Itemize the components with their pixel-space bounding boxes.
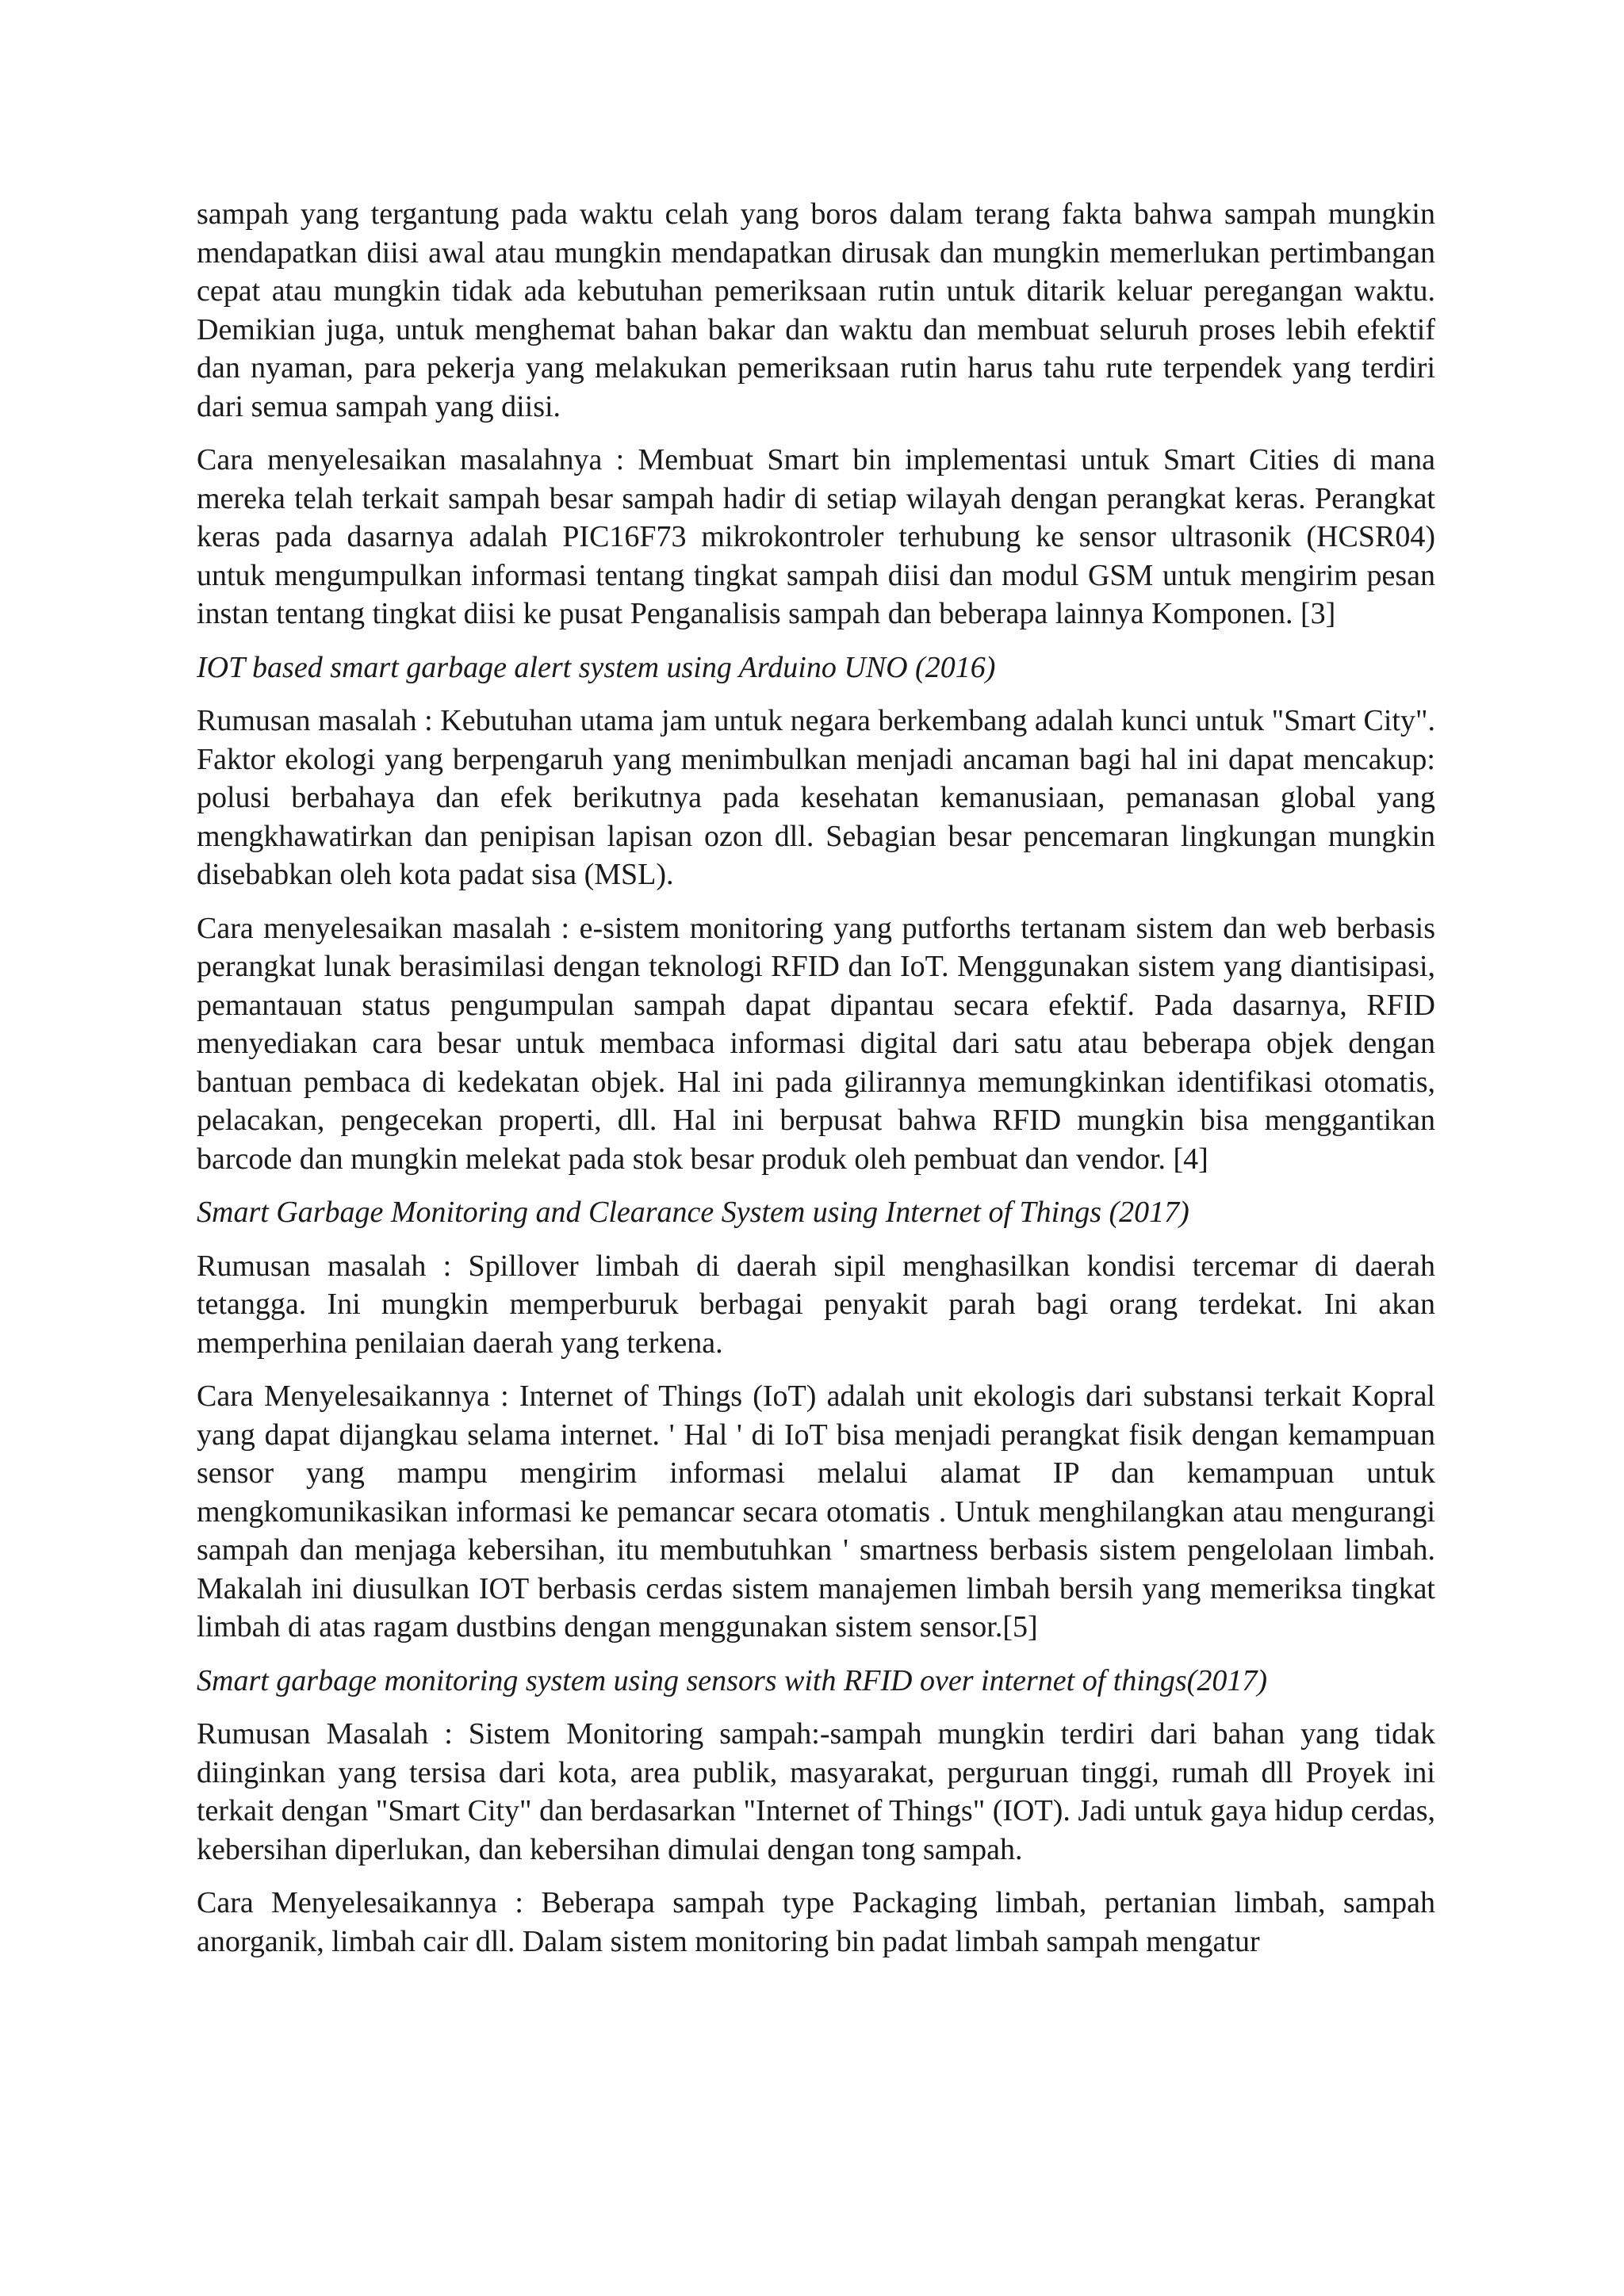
section-heading-sensors-rfid: Smart garbage monitoring system using sensors with RFID over internet of things(2017): [197, 1663, 1267, 1697]
document-body: [197, 195, 1435, 1976]
paragraph-problem-spillover: Rumusan masalah : Spillover limbah di daerah sipil menghasilkan kondisi tercemar di daerah tetangga. Ini mungkin memperburuk berbagai penyakit parah bagi orang terdekat. Ini akan memperhina penilaian daerah yang terkena.: [197, 1249, 1435, 1360]
paragraph-rfid-solution: Cara menyelesaikan masalah : e-sistem monitoring yang putforths tertanam sistem dan web berbasis perangkat lunak berasimilasi dengan teknologi RFID dan IoT. Menggunakan sistem yang diantisipasi, pemantauan status pengumpulan sampah dapat dipantau secara efektif. Pada dasarnya, RFID menyediakan cara besar untuk membaca informasi digital dari satu atau beberapa objek dengan bantuan pembaca di kedekatan objek. Hal ini pada gilirannya memungkinkan identifikasi otomatis, pelacakan, pengecekan properti, dll. Hal ini berpusat bahwa RFID mungkin bisa menggantikan barcode dan mungkin melekat pada stok besar produk oleh pembuat dan vendor. [4]: [197, 911, 1435, 1176]
section-heading-monitoring-clearance: Smart Garbage Monitoring and Clearance System using Internet of Things (2017): [197, 1196, 1189, 1229]
paragraph-problem-smart-city: Rumusan masalah : Kebutuhan utama jam untuk negara berkembang adalah kunci untuk "Smart City". Faktor ekologi yang berpengaruh yang menimbulkan menjadi ancaman bagi hal ini dapat mencakup: polusi berbahaya dan efek berikutnya pada kesehatan kemanusiaan, pemanasan global yang mengkhawatirkan dan penipisan lapisan ozon dll. Sebagian besar pencemaran lingkungan mungkin disebabkan oleh kota padat sisa (MSL).: [197, 704, 1435, 891]
paragraph-smart-bin-solution: Cara menyelesaikan masalahnya : Membuat Smart bin implementasi untuk Smart Cities di mana mereka telah terkait sampah besar sampah hadir di setiap wilayah dengan perangkat keras. Perangkat keras pada dasarnya adalah PIC16F73 mikrokontroler terhubung ke sensor ultrasonik (HCSR04) untuk mengumpulkan informasi tentang tingkat sampah diisi dan modul GSM untuk mengirim pesan instan tentang tingkat diisi ke pusat Penganalisis sampah dan beberapa lainnya Komponen. [3]: [197, 443, 1435, 630]
section-heading-iot-arduino: IOT based smart garbage alert system using Arduino UNO (2016): [197, 650, 996, 684]
paragraph-route-optimization: sampah yang tergantung pada waktu celah yang boros dalam terang fakta bahwa sampah mungkin mendapatkan diisi awal atau mungkin mendapatkan dirusak dan mungkin memerlukan pertimbangan cepat atau mungkin tidak ada kebutuhan pemeriksaan rutin untuk ditarik keluar peregangan waktu. Demikian juga, untuk menghemat bahan bakar dan waktu dan membuat seluruh proses lebih efektif dan nyaman, para pekerja yang melakukan pemeriksaan rutin harus tahu rute terpendek yang terdiri dari semua sampah yang diisi.: [197, 197, 1435, 423]
paragraph-problem-monitoring: Rumusan Masalah : Sistem Monitoring sampah:-sampah mungkin terdiri dari bahan yang tidak diinginkan yang tersisa dari kota, area publik, masyarakat, perguruan tinggi, rumah dll Proyek ini terkait dengan "Smart City" dan berdasarkan "Internet of Things" (IOT). Jadi untuk gaya hidup cerdas, kebersihan diperlukan, dan kebersihan dimulai dengan tong sampah.: [197, 1717, 1435, 1866]
paragraph-iot-solution: Cara Menyelesaikannya : Internet of Things (IoT) adalah unit ekologis dari substansi terkait Kopral yang dapat dijangkau selama internet. ' Hal ' di IoT bisa menjadi perangkat fisik dengan kemampuan sensor yang mampu mengirim informasi melalui alamat IP dan kemampuan untuk mengkomunikasikan informasi ke pemancar secara otomatis . Untuk menghilangkan atau mengurangi sampah dan menjaga kebersihan, itu membutuhkan ' smartness berbasis sistem pengelolaan limbah. Makalah ini diusulkan IOT berbasis cerdas sistem manajemen limbah bersih yang memeriksa tingkat limbah di atas ragam dustbins dengan menggunakan sistem sensor.[5]: [197, 1380, 1435, 1644]
paragraph-waste-types: Cara Menyelesaikannya : Beberapa sampah type Packaging limbah, pertanian limbah, sampah anorganik, limbah cair dll. Dalam sistem monitoring bin padat limbah sampah mengatur: [197, 1886, 1435, 1958]
